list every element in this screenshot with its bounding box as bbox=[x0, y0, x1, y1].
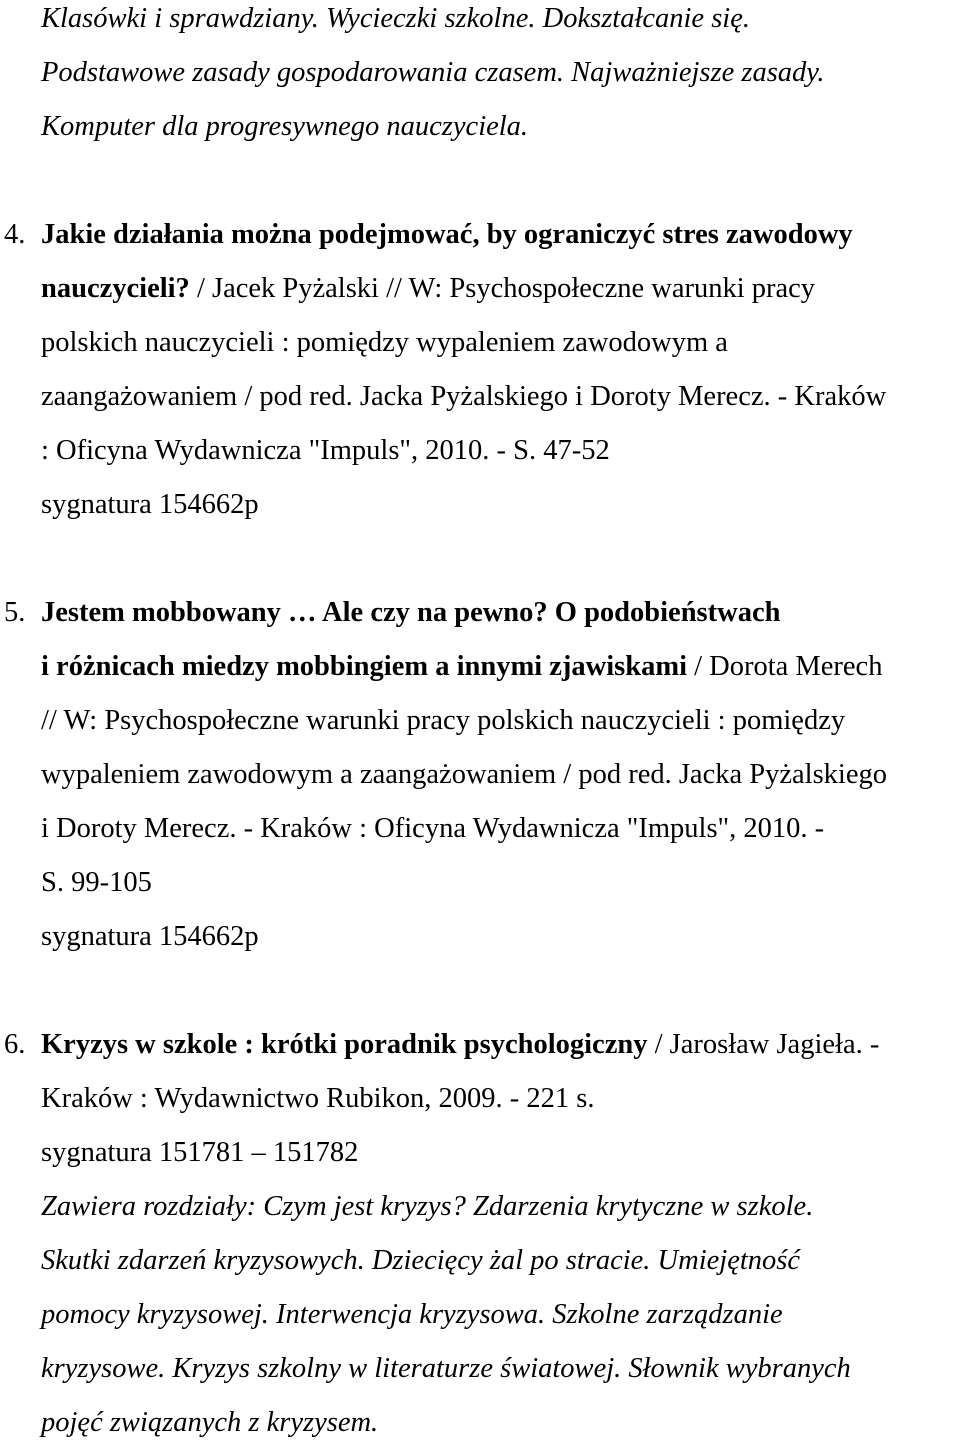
entry-line: polskich nauczycieli : pomiędzy wypaleniem zawodowym a bbox=[41, 327, 728, 358]
entry-author: / Jacek Pyżalski // W: Psychospołeczne warunki pracy bbox=[189, 273, 816, 304]
entry-line: zaangażowaniem / pod red. Jacka Pyżalskiego i Doroty Merecz. - Kraków bbox=[41, 381, 887, 412]
entry-signature: sygnatura 151781 – 151782 bbox=[41, 1137, 359, 1168]
entry-title-continued: i różnicach miedzy mobbingiem a innymi zjawiskami bbox=[41, 651, 687, 682]
entry-number: 4. bbox=[4, 219, 26, 250]
entry-line bbox=[41, 1018, 960, 1072]
entry-number: 6. bbox=[4, 1029, 26, 1060]
entry-title: Kryzys w szkole : krótki poradnik psychologiczny bbox=[41, 1029, 648, 1060]
entry-line: // W: Psychospołeczne warunki pracy polskich nauczycieli : pomiędzy bbox=[41, 705, 846, 736]
contents-line: Komputer dla progresywnego nauczyciela. bbox=[41, 111, 529, 142]
contents-line: kryzysowe. Kryzys szkolny w literaturze światowej. Słownik wybranych bbox=[41, 1353, 851, 1384]
contents-line: pojęć związanych z kryzysem. bbox=[41, 1407, 379, 1438]
entry-line: i Doroty Merecz. - Kraków : Oficyna Wydawnicza "Impuls", 2010. - bbox=[41, 813, 825, 844]
contents-line: pomocy kryzysowej. Interwencja kryzysowa. Szkolne zarządzanie bbox=[41, 1299, 783, 1330]
entry-line: S. 99-105 bbox=[41, 867, 152, 898]
bibliography-entry-6 bbox=[0, 1018, 960, 1450]
entry-author: / Dorota Merech bbox=[686, 651, 883, 682]
entry-contents bbox=[41, 1180, 960, 1450]
entry-line: : Oficyna Wydawnicza "Impuls", 2010. - S. 47-52 bbox=[41, 435, 610, 466]
contents-line: Zawiera rozdziały: Czym jest kryzys? Zdarzenia krytyczne w szkole. bbox=[41, 1191, 814, 1222]
contents-line: Skutki zdarzeń kryzysowych. Dziecięcy żal po stracie. Umiejętność bbox=[41, 1245, 801, 1276]
entry-signature: sygnatura 154662p bbox=[41, 921, 259, 952]
contents-line: Klasówki i sprawdziany. Wycieczki szkolne. Dokształcanie się. bbox=[41, 3, 750, 34]
bibliography-entry-5 bbox=[0, 586, 960, 964]
entry-title: Jestem mobbowany … Ale czy na pewno? O podobieństwach bbox=[41, 597, 781, 628]
previous-entry-contents bbox=[0, 0, 960, 154]
entry-line bbox=[41, 262, 960, 316]
entry-line bbox=[41, 640, 960, 694]
bibliography-entry-4 bbox=[0, 208, 960, 532]
entry-title-continued: nauczycieli? bbox=[41, 273, 190, 304]
entry-number: 5. bbox=[4, 597, 26, 628]
entry-line: wypaleniem zawodowym a zaangażowaniem / pod red. Jacka Pyżalskiego bbox=[41, 759, 887, 790]
entry-line: Kraków : Wydawnictwo Rubikon, 2009. - 221 s. bbox=[41, 1083, 595, 1114]
entry-title: Jakie działania można podejmować, by ograniczyć stres zawodowy bbox=[41, 219, 853, 250]
entry-author: / Jarosław Jagieła. - bbox=[647, 1029, 880, 1060]
entry-signature: sygnatura 154662p bbox=[41, 489, 259, 520]
contents-line: Podstawowe zasady gospodarowania czasem. Najważniejsze zasady. bbox=[41, 57, 825, 88]
